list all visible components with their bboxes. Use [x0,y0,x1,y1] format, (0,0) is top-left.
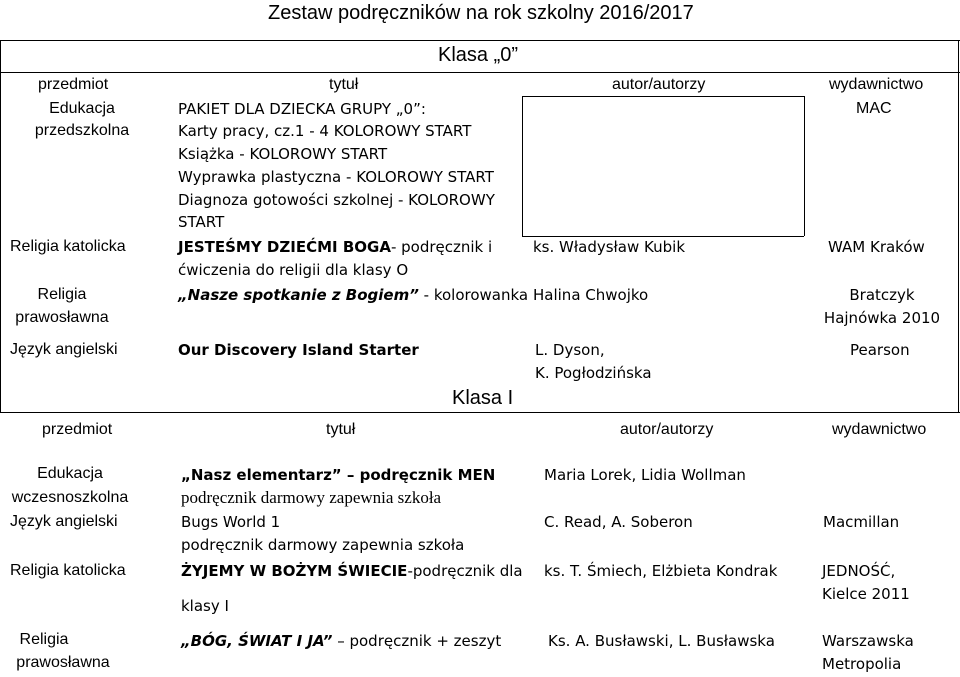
title-rest: – podręcznik + zeszyt [332,632,502,650]
title-line: podręcznik darmowy zapewnia szkoła [181,488,442,507]
section-heading-klasa-0: Klasa „0” [438,44,519,66]
author-cell: Ks. A. Busławski, L. Busławska [548,632,775,650]
cell-divider [522,96,523,236]
subject-cell: Religia katolicka [10,238,126,255]
table-border-right [958,40,959,412]
subject-cell: Język angielski [10,341,118,358]
title-line [181,560,523,582]
header-author: autor/autorzy [612,76,706,93]
publisher-cell: MAC [856,100,892,117]
subject-cell: Religia katolicka [10,562,126,579]
author-cell: K. Pogłodzińska [535,364,652,382]
subject-cell: prawosławna [16,654,110,671]
title-line: START [178,213,225,231]
header-author: autor/autorzy [620,421,714,438]
section-heading-klasa-1: Klasa I [452,387,514,409]
publisher-cell: Bratczyk [849,286,915,304]
author-cell: L. Dyson, [535,341,605,359]
cell-divider [804,96,805,236]
header-publisher: wydawnictwo [832,421,927,438]
subject-cell: Religia [19,631,69,648]
title-line: „Nasz elementarz” – podręcznik MEN [181,466,496,484]
title-line: podręcznik darmowy zapewnia szkoła [181,536,465,554]
title-line: Bugs World 1 [181,513,281,531]
header-publisher: wydawnictwo [829,76,924,93]
table-border-bottom [0,412,960,413]
subject-cell: Edukacja [37,465,103,482]
publisher-cell: WAM Kraków [828,238,925,256]
table-border-top [0,40,960,41]
title-line: Książka - KOLOROWY START [178,145,388,163]
title-line: Wyprawka plastyczna - KOLOROWY START [178,168,494,186]
header-title: tytuł [326,421,356,438]
author-cell: Halina Chwojko [533,286,649,304]
publisher-cell: Metropolia [822,655,902,673]
author-cell: C. Read, A. Soberon [544,513,693,531]
title-line [178,284,528,306]
table-border-left [0,40,1,412]
header-subject: przedmiot [38,76,109,93]
publisher-cell: Kielce 2011 [822,585,910,603]
subject-cell: prawosławna [15,309,109,326]
cell-divider [522,96,804,97]
title-line: ćwiczenia do religii dla klasy O [178,261,409,279]
subject-cell: Religia [37,286,87,303]
table-border-header [0,72,960,73]
title-line: Karty pracy, cz.1 - 4 KOLOROWY START [178,122,472,140]
header-subject: przedmiot [42,421,113,438]
author-cell: ks. Władysław Kubik [533,238,685,256]
title-line: PAKIET DLA DZIECKA GRUPY „0”: [178,100,426,118]
title-line: Our Discovery Island Starter [178,341,419,359]
title-line [178,236,492,258]
title-rest: - podręcznik i [390,238,493,256]
title-bold: „Nasze spotkanie z Bogiem” [178,286,419,304]
publisher-cell: Warszawska [822,632,914,650]
title-bold: JESTEŚMY DZIEĆMI BOGA [178,238,391,256]
publisher-cell: Hajnówka 2010 [823,309,941,327]
author-cell: Maria Lorek, Lidia Wollman [544,466,746,484]
title-bold: ŻYJEMY W BOŻYM ŚWIECIE [181,562,408,580]
title-bold: „BÓG, ŚWIAT I JA” [181,632,333,650]
subject-cell: wczesnoszkolna [11,489,129,506]
title-rest: - kolorowanka [418,286,529,304]
publisher-cell: Macmillan [823,513,900,531]
page-title: Zestaw podręczników na rok szkolny 2016/2017 [268,2,694,24]
title-line: Diagnoza gotowości szkolnej - KOLOROWY [178,191,495,209]
header-title: tytuł [329,76,359,93]
subject-cell: Język angielski [10,513,118,530]
title-line [181,630,501,652]
publisher-cell: Pearson [850,341,910,359]
title-line: klasy I [181,597,229,615]
author-cell: ks. T. Śmiech, Elżbieta Kondrak [544,562,778,580]
subject-cell: przedszkolna [34,122,130,139]
publisher-cell: JEDNOŚĆ, [822,562,896,580]
subject-cell: Edukacja [49,100,115,117]
title-rest: -podręcznik dla [407,562,523,580]
